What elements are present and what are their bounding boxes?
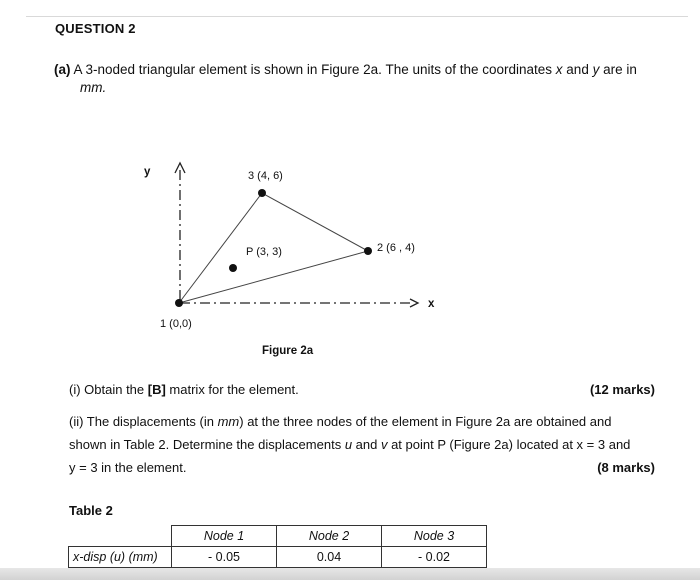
var-v: v (380, 437, 388, 452)
question-ii-t5: at point P (Figure 2a) located at x = 3 and (387, 437, 631, 452)
part-a-unit: mm. (80, 80, 107, 95)
question-i-suffix: matrix for the element. (165, 382, 299, 397)
question-ii-marks: (8 marks) (597, 460, 655, 475)
question-ii-t2: ) at the three nodes of the element in Figure 2a are obtained and (239, 414, 612, 429)
part-a-and: and (562, 62, 593, 77)
bottom-scroll-edge (0, 568, 700, 580)
question-ii-unit: mm (217, 414, 240, 429)
table-row (69, 547, 487, 568)
var-x: x (555, 62, 563, 77)
cell-node-2: 0.04 (277, 547, 382, 568)
question-ii-line-2 (69, 433, 655, 456)
node-1-dot (175, 299, 183, 307)
question-ii-line-1 (69, 410, 655, 433)
question-ii-t4: and (352, 437, 381, 452)
part-a-sentence-end: are in (599, 62, 637, 77)
question-i-marks: (12 marks) (589, 382, 655, 397)
question-ii-line-3 (69, 456, 655, 479)
displacement-table (68, 525, 487, 568)
question-i-prefix: (i) Obtain the (69, 382, 148, 397)
node-2-dot (364, 247, 372, 255)
part-a-sentence-start: A 3-noded triangular element is shown in Figure 2a. The units of the coordinates (70, 62, 556, 77)
question-ii (69, 410, 655, 479)
var-u: u (344, 437, 353, 452)
table-corner-cell (69, 526, 172, 547)
part-a-label: (a) (54, 62, 71, 77)
question-ii-t1: (ii) The displacements (in (69, 414, 218, 429)
table-header-row (69, 526, 487, 547)
x-axis-label: x (428, 298, 435, 310)
node-1-label: 1 (0,0) (160, 318, 192, 330)
header-node-1: Node 1 (172, 526, 277, 547)
node-2-label: 2 (6 , 4) (377, 242, 415, 254)
node-3-dot (258, 189, 266, 197)
cell-node-1: - 0.05 (172, 547, 277, 568)
question-ii-t3: shown in Table 2. Determine the displacements (69, 437, 345, 452)
point-p-label: P (3, 3) (246, 246, 282, 258)
question-ii-t6: y = 3 in the element. (69, 460, 187, 475)
header-node-3: Node 3 (382, 526, 487, 547)
cell-node-3: - 0.02 (382, 547, 487, 568)
table-title: Table 2 (69, 503, 113, 518)
row-label-x-disp: x-disp (u) (mm) (69, 547, 172, 568)
b-matrix-symbol: [B] (147, 382, 166, 397)
question-i (69, 382, 655, 397)
var-y: y (592, 62, 600, 77)
question-title: QUESTION 2 (55, 21, 136, 36)
figure-caption: Figure 2a (262, 345, 314, 357)
y-axis-label: y (144, 166, 151, 178)
node-3-label: 3 (4, 6) (248, 170, 283, 182)
header-node-2: Node 2 (277, 526, 382, 547)
point-p-dot (229, 264, 237, 272)
